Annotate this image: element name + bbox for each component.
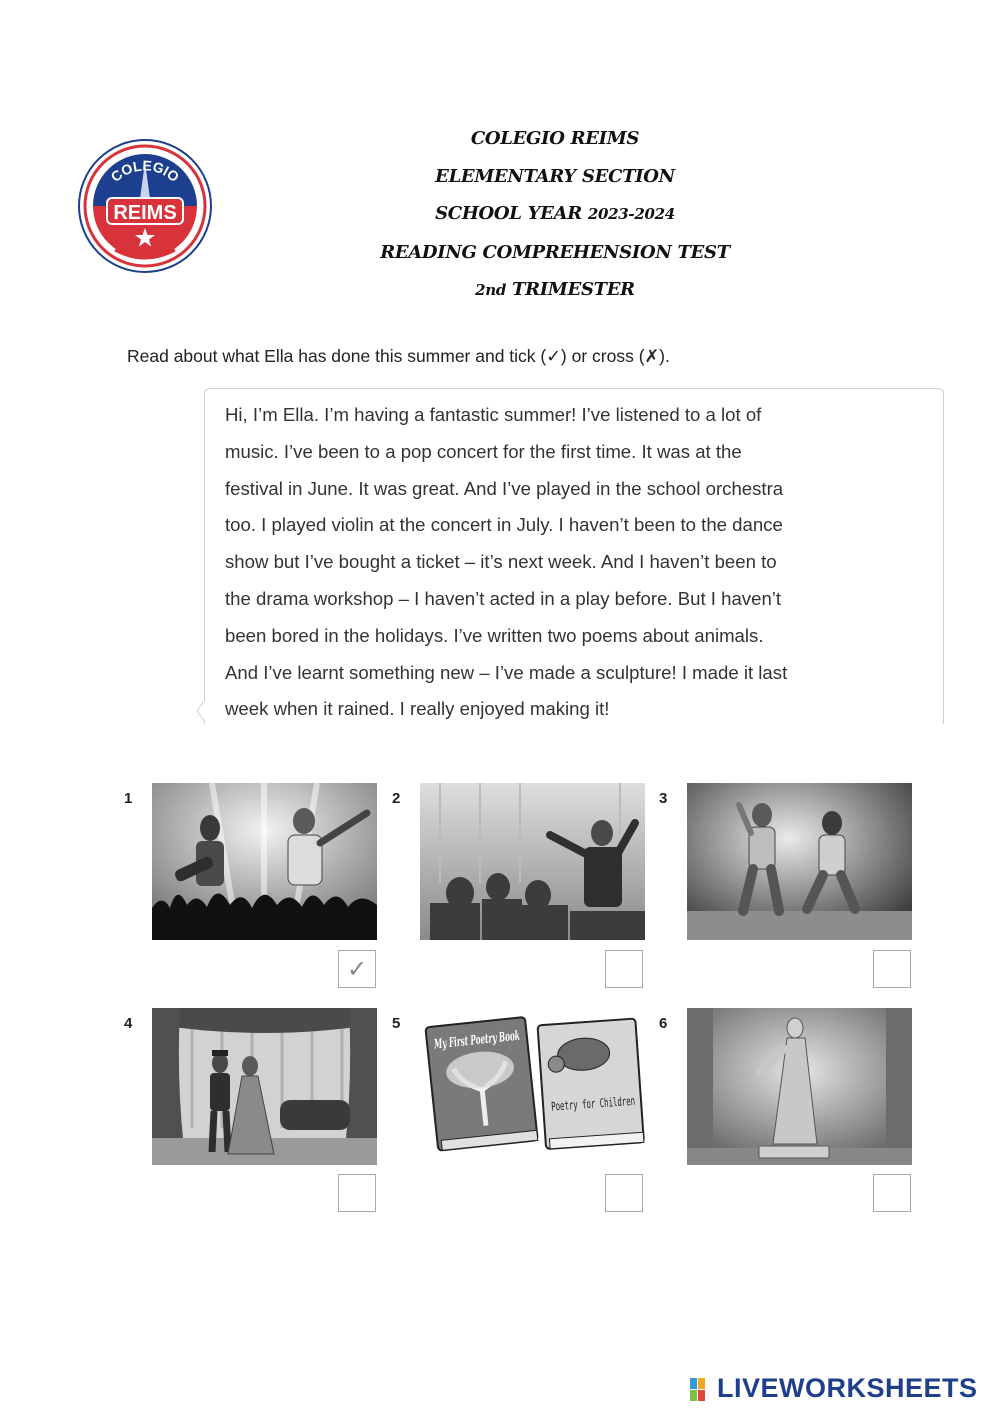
header-test-title: READING COMPREHENSION TEST <box>380 241 730 263</box>
answer-box-4[interactable] <box>338 1174 376 1212</box>
passage-line: the drama workshop – I haven’t acted in a play before. But I haven’t <box>225 587 782 609</box>
passage-line: week when it rained. I really enjoyed making it! <box>225 698 610 720</box>
header-school-year: SCHOOL YEAR 2023-2024 <box>435 203 675 224</box>
passage-line: music. I’ve been to a pop concert for the first time. It was at the <box>225 440 742 462</box>
header-school-name: COLEGIO REIMS <box>470 128 640 149</box>
passage-line: too. I played violin at the concert in July. I haven’t been to the dance <box>225 514 783 536</box>
picture-sculpture <box>687 1008 912 1165</box>
picture-poetry-books <box>420 1008 689 1165</box>
reading-passage <box>204 388 944 724</box>
item-number-5: 5 <box>392 1015 401 1032</box>
answer-box-2[interactable] <box>605 950 643 988</box>
answer-box-5[interactable] <box>605 1174 643 1212</box>
picture-drama-play <box>152 1008 377 1165</box>
picture-orchestra <box>420 783 645 940</box>
header-trimester: 2nd TRIMESTER <box>475 279 635 300</box>
item-number-2: 2 <box>392 790 401 807</box>
passage-line: festival in June. It was great. And I’ve played in the school orchestra <box>225 477 784 499</box>
liveworksheets-brand: LIVEWORKSHEETS <box>690 1372 978 1404</box>
svg-text:My First Poetry Book: My First Poetry Book <box>433 1021 589 1053</box>
svg-text:REIMS: REIMS <box>113 202 177 224</box>
passage-line: And I’ve learnt something new – I’ve made a sculpture! I made it last <box>225 661 788 683</box>
instruction-text: Read about what Ella has done this summer and tick (✓) or cross (✗). <box>127 346 670 366</box>
item-number-3: 3 <box>659 790 668 807</box>
item-number-4: 4 <box>124 1015 133 1032</box>
item-number-1: 1 <box>124 790 133 807</box>
answer-box-3[interactable] <box>873 950 911 988</box>
header-section: ELEMENTARY SECTION <box>435 165 675 187</box>
speech-bubble-notch <box>196 700 208 722</box>
svg-text:COLEGIO: COLEGIO <box>107 157 183 186</box>
answer-box-1[interactable]: ✓ <box>338 950 376 988</box>
passage-line: show but I’ve bought a ticket – it’s next week. And I haven’t been to <box>225 551 777 573</box>
svg-text:Poetry for Children: Poetry for Children <box>550 1090 689 1114</box>
liveworksheets-logo-icon <box>690 1378 714 1402</box>
school-logo <box>77 138 213 274</box>
passage-line: Hi, I’m Ella. I’m having a fantastic summer! I’ve listened to a lot of <box>225 404 762 425</box>
answer-box-6[interactable] <box>873 1174 911 1212</box>
page-header <box>330 120 780 310</box>
picture-pop-concert <box>152 783 377 940</box>
item-number-6: 6 <box>659 1015 668 1032</box>
passage-line: been bored in the holidays. I’ve written two poems about animals. <box>225 624 764 646</box>
picture-dance-show <box>687 783 912 940</box>
